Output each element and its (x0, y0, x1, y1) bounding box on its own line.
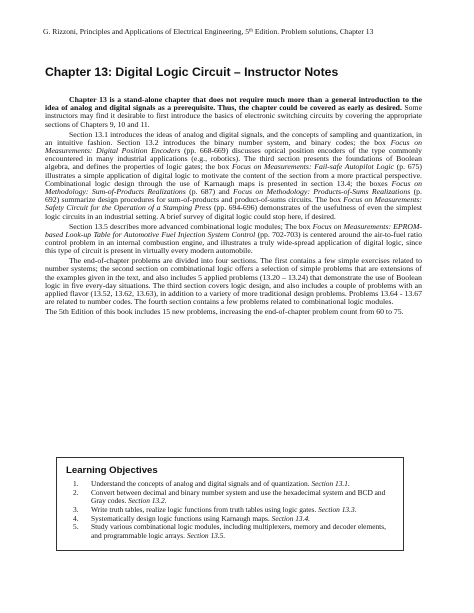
paragraph-text: (p. 692) summarize design procedures for sum-of-products and product-of-sums circuits. The box (45, 187, 422, 205)
intro-paragraph (45, 96, 422, 129)
running-header (43, 27, 443, 37)
paragraph-text: (pp. 694-696) demonstrates of the usefulness of even the simplest logic circuits in an industrial setting. A brief survey of digital logic could stop here, if desired. (45, 203, 422, 221)
objective-number: 2. (73, 487, 79, 497)
instructor-notes-body (45, 96, 422, 318)
objective-section: Section 13.2. (128, 496, 167, 505)
objective-item (73, 489, 395, 505)
focus-box-reference: Focus on Methodology: Products-of-Sums Realizations (233, 187, 411, 197)
running-header-text-end: Edition. Problem solutions, Chapter 13 (252, 27, 374, 36)
learning-objectives-list (73, 480, 395, 540)
paragraph-text: Section 13.5 describes more advanced combinational logic modules; The box (69, 221, 313, 231)
objective-number: 3. (73, 504, 79, 514)
objective-text: Understand the concepts of analog and digital signals and of quantization. (91, 479, 312, 488)
objective-section: Section 13.3. (318, 504, 357, 514)
section-13-5-paragraph (45, 223, 422, 256)
chapter-title: Chapter 13: Digital Logic Circuit – Instructor Notes (45, 65, 339, 79)
running-header-text: G. Rizzoni, Principles and Applications of Electrical Engineering, 5 (43, 27, 250, 36)
focus-box-reference: Focus on Measurements: EPROM-based Look-up Table for Automotive Fuel Injection System Control (45, 221, 422, 239)
focus-box-reference: Focus on Measurements: Safety Circuit for the Operation of a Stamping Press (45, 195, 423, 213)
objective-item (73, 523, 395, 539)
paragraph-text: (pp. 668-669) discusses optical position encoders of the type commonly encountered in many industrial applications (e.g., robotics). The third section presents the foundations of Boolean algebra, and defines the properties of logic gates; the box (45, 146, 422, 172)
focus-box-reference: Focus on Measurements: Fail-safe Autopilot Logic (231, 162, 394, 172)
problems-paragraph: The end-of-chapter problems are divided into four sections. The first contains a few simple exercises related to number systems; the second section on combinational logic offers a selection of simple problems that are extensions of the examples given in the text, and also includes 5 applied problems (13.20 – 13.24) that demonstrate the use of Boolean logic in five every-day situations. The third section covers logic design, and also includes a couple of problems with an applied flavor (13.52, 13.62, 13.63), in addition to a variety of more traditional design problems. Problems 13.64 - 13.67 are related to number codes. The fourth section contains a few problems related to combinational logic modules. (45, 256, 422, 307)
paragraph-text: (pp. 702-703) is centered around the air-to-fuel ratio control problem in an internal combustion engine, and illustrates a truly wide-spread application of digital logic, since this type of circuit is present in virtually every modern automobile. (45, 229, 423, 256)
edition-superscript: th (249, 28, 253, 34)
objective-section: Section 13.1. (311, 479, 350, 488)
objective-section: Section 13.4. (271, 513, 311, 523)
objective-text: Systematically design logic functions using Karnaugh maps. (91, 513, 272, 523)
objective-text: Study various combinational logic modules, including multiplexers, memory and decoder elements, and programmable logic arrays. (91, 522, 386, 540)
paragraph-text: Section 13.1 introduces the ideas of analog and digital signals, and the concepts of sampling and quantization, in an intuitive fashion. Section 13.2 introduces the binary number system, and binary codes; the box (45, 129, 422, 147)
paragraph-text: (p. 675) illustrates a simple application of digital logic to motivate the content of the section from a more practical perspective. Combinational logic design through the use of Karnaugh maps is presented in section 13.4; the boxes (45, 162, 422, 188)
focus-box-reference: Focus on Measurements: Digital Position Encoders (45, 137, 422, 156)
objective-number: 5. (73, 522, 79, 532)
objective-section: Section 13.5. (186, 530, 226, 540)
learning-objectives-box (56, 457, 404, 551)
paragraph-text: (p. 687) and (185, 187, 234, 197)
objective-text: Write truth tables, realize logic functions from truth tables using logic gates. (91, 504, 319, 514)
objective-text: Convert between decimal and binary number system and use the hexadecimal system and BCD and Gray codes. (91, 487, 386, 505)
objective-number: 4. (73, 513, 79, 523)
intro-rest-text: Some instructors may find it desirable to first introduce the basics of electronic switching circuits by covering the appropriate sections of Chapters 9, 10 and 11. (45, 103, 423, 129)
objective-number: 1. (73, 479, 79, 488)
focus-box-reference: Focus on Methodology: Sum-of-Products Realizations (45, 178, 422, 197)
intro-lead-text: Chapter 13 is a stand-alone chapter that does not require much more than a general introduction to the idea of analog and digital signals as a prerequisite. Thus, the chapter could be covered as early as desired. (45, 95, 422, 113)
learning-objectives-title: Learning Objectives (66, 465, 158, 476)
sections-overview-paragraph (45, 131, 422, 221)
new-problems-paragraph: The 5th Edition of this book includes 15 new problems, increasing the end-of-chapter problem count from 60 to 75. (45, 307, 404, 317)
